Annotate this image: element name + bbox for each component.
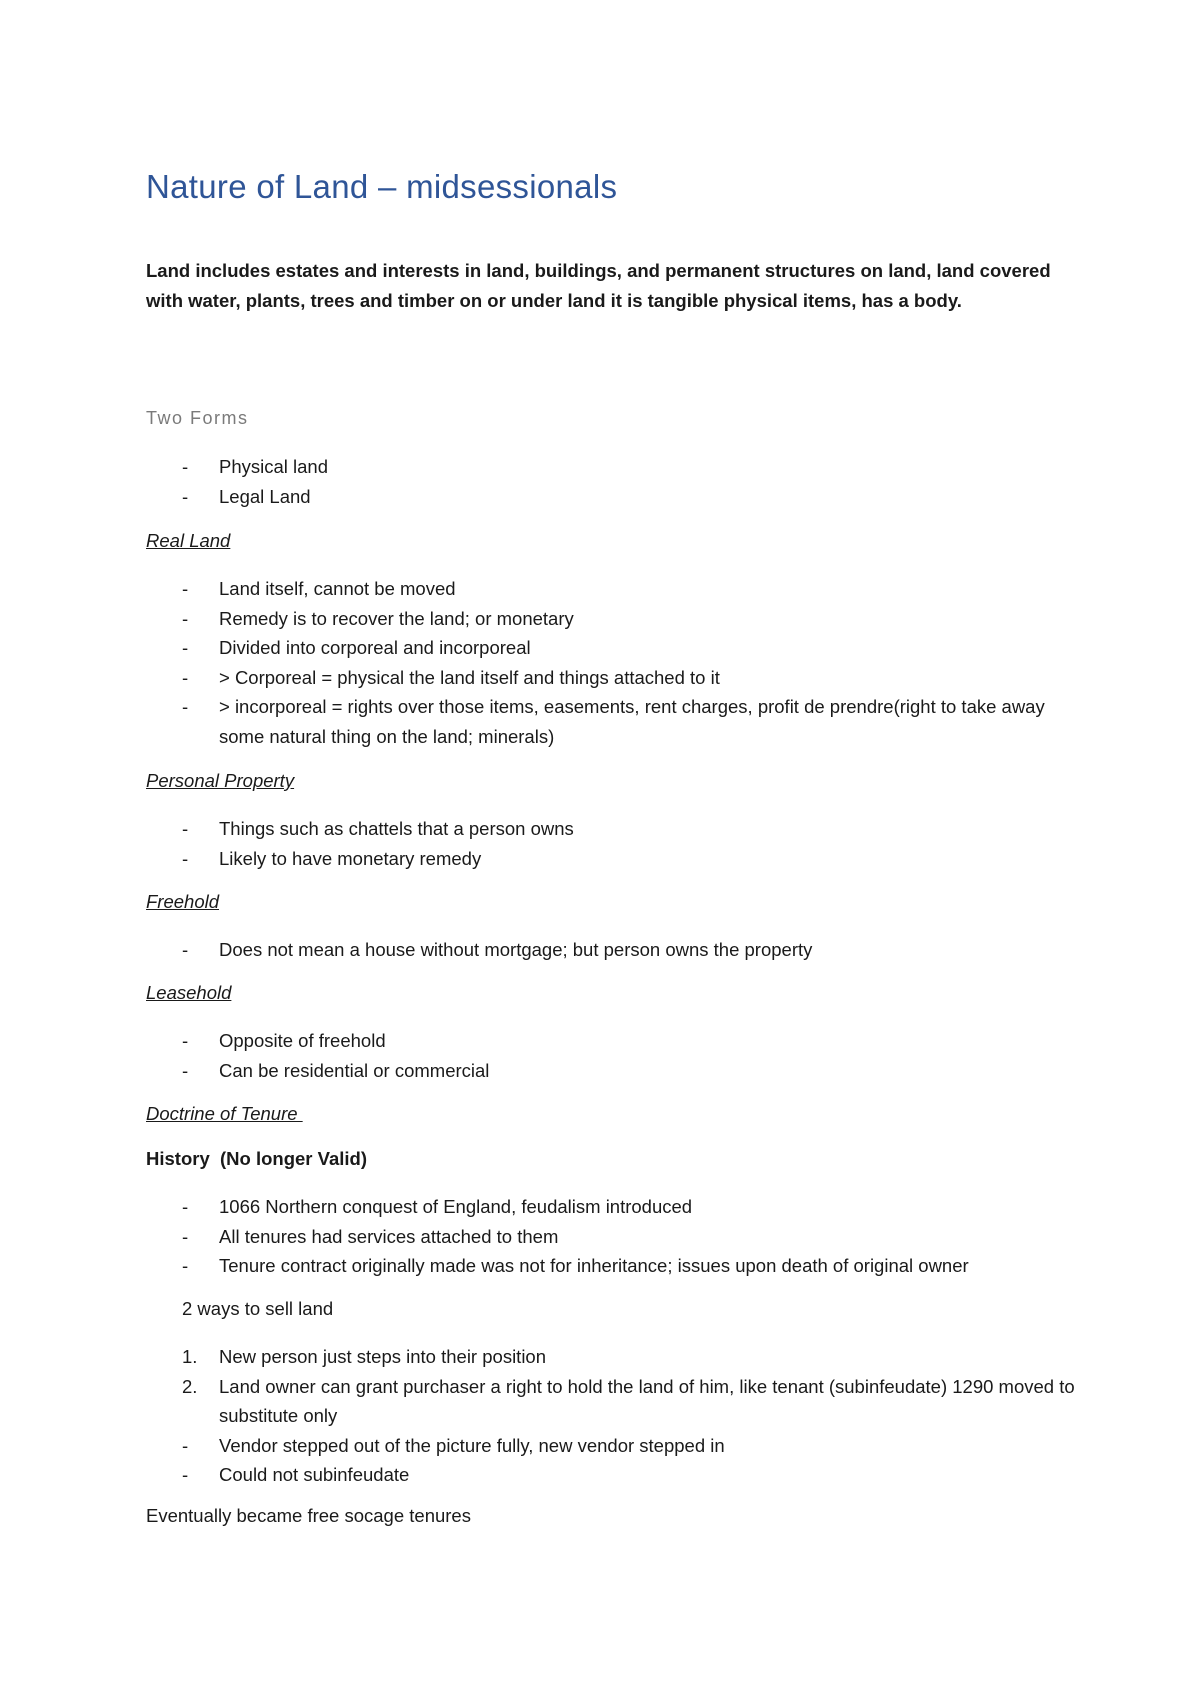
personal-property-heading: Personal Property xyxy=(146,770,295,791)
dash-marker: - xyxy=(182,485,189,507)
real-land-heading: Real Land xyxy=(146,530,231,551)
list-item: - Vendor stepped out of the picture fully, new vendor stepped in xyxy=(146,1431,1076,1461)
list-item: - Opposite of freehold xyxy=(146,1026,1076,1056)
list-item: - 1066 Northern conquest of England, feudalism introduced xyxy=(146,1192,1076,1222)
dash-marker: - xyxy=(182,1255,189,1276)
intro-paragraph: Land includes estates and interests in land, buildings, and permanent structures on land, land covered with water, plants, trees and timber on or under land it is tangible physical items, has a body. xyxy=(146,260,1051,311)
doctrine-of-tenure-heading: Doctrine of Tenure xyxy=(146,1103,303,1124)
list-item: - > Corporeal = physical the land itself and things attached to it xyxy=(146,663,1076,693)
closing-paragraph: Eventually became free socage tenures xyxy=(146,1505,471,1526)
dash-marker: - xyxy=(182,1225,189,1247)
list-item: - All tenures had services attached to them xyxy=(146,1222,1076,1252)
freehold-heading: Freehold xyxy=(146,891,220,912)
list-item: - Legal Land xyxy=(146,482,1076,512)
sell-land-heading: 2 ways to sell land xyxy=(182,1298,334,1319)
two-forms-list xyxy=(146,452,1076,511)
list-item: - Tenure contract originally made was not for inheritance; issues upon death of original owner xyxy=(146,1251,1076,1281)
dash-marker: - xyxy=(182,818,189,839)
dash-marker: - xyxy=(182,607,189,629)
list-item: - Does not mean a house without mortgage; but person owns the property xyxy=(146,935,1076,965)
list-item: - Could not subinfeudate xyxy=(146,1460,1076,1490)
dash-marker: - xyxy=(182,1059,189,1081)
personal-property-list xyxy=(146,814,1076,873)
history-heading: History (No longer Valid) xyxy=(146,1148,367,1169)
list-item: - Likely to have monetary remedy xyxy=(146,844,1076,874)
numbered-item: 2. Land owner can grant purchaser a right to hold the land of him, like tenant (subinfeudate) 1290 moved to substitute only xyxy=(146,1372,1076,1431)
list-item: - Can be residential or commercial xyxy=(146,1056,1076,1086)
dash-marker: - xyxy=(182,1434,189,1456)
dash-marker: - xyxy=(182,939,189,960)
real-land-list xyxy=(146,574,1076,751)
document-title: Nature of Land – midsessionals xyxy=(146,168,618,205)
history-list xyxy=(146,1192,1076,1281)
list-item: - Things such as chattels that a person owns xyxy=(146,814,1076,844)
dash-marker: - xyxy=(182,1030,189,1051)
dash-marker: - xyxy=(182,696,189,717)
list-item: - Land itself, cannot be moved xyxy=(146,574,1076,604)
list-item: - Physical land xyxy=(146,452,1076,482)
number-marker: 1. xyxy=(182,1346,198,1367)
sell-land-list xyxy=(146,1342,1076,1490)
dash-marker: - xyxy=(182,666,189,688)
leasehold-list xyxy=(146,1026,1076,1085)
list-item: - Remedy is to recover the land; or monetary xyxy=(146,604,1076,634)
two-forms-heading: Two Forms xyxy=(146,408,249,428)
numbered-item: 1. New person just steps into their position xyxy=(146,1342,1076,1372)
dash-marker: - xyxy=(182,1464,189,1485)
dash-marker: - xyxy=(182,456,189,477)
number-marker: 2. xyxy=(182,1375,198,1397)
leasehold-heading: Leasehold xyxy=(146,982,232,1003)
dash-marker: - xyxy=(182,578,189,599)
list-item: - Divided into corporeal and incorporeal xyxy=(146,633,1076,663)
dash-marker: - xyxy=(182,1196,189,1217)
dash-marker: - xyxy=(182,847,189,869)
freehold-list xyxy=(146,935,1076,965)
list-item: - > incorporeal = rights over those items, easements, rent charges, profit de prendre(right to take away some natural thing on the land; minerals) xyxy=(146,692,1076,751)
dash-marker: - xyxy=(182,637,189,658)
